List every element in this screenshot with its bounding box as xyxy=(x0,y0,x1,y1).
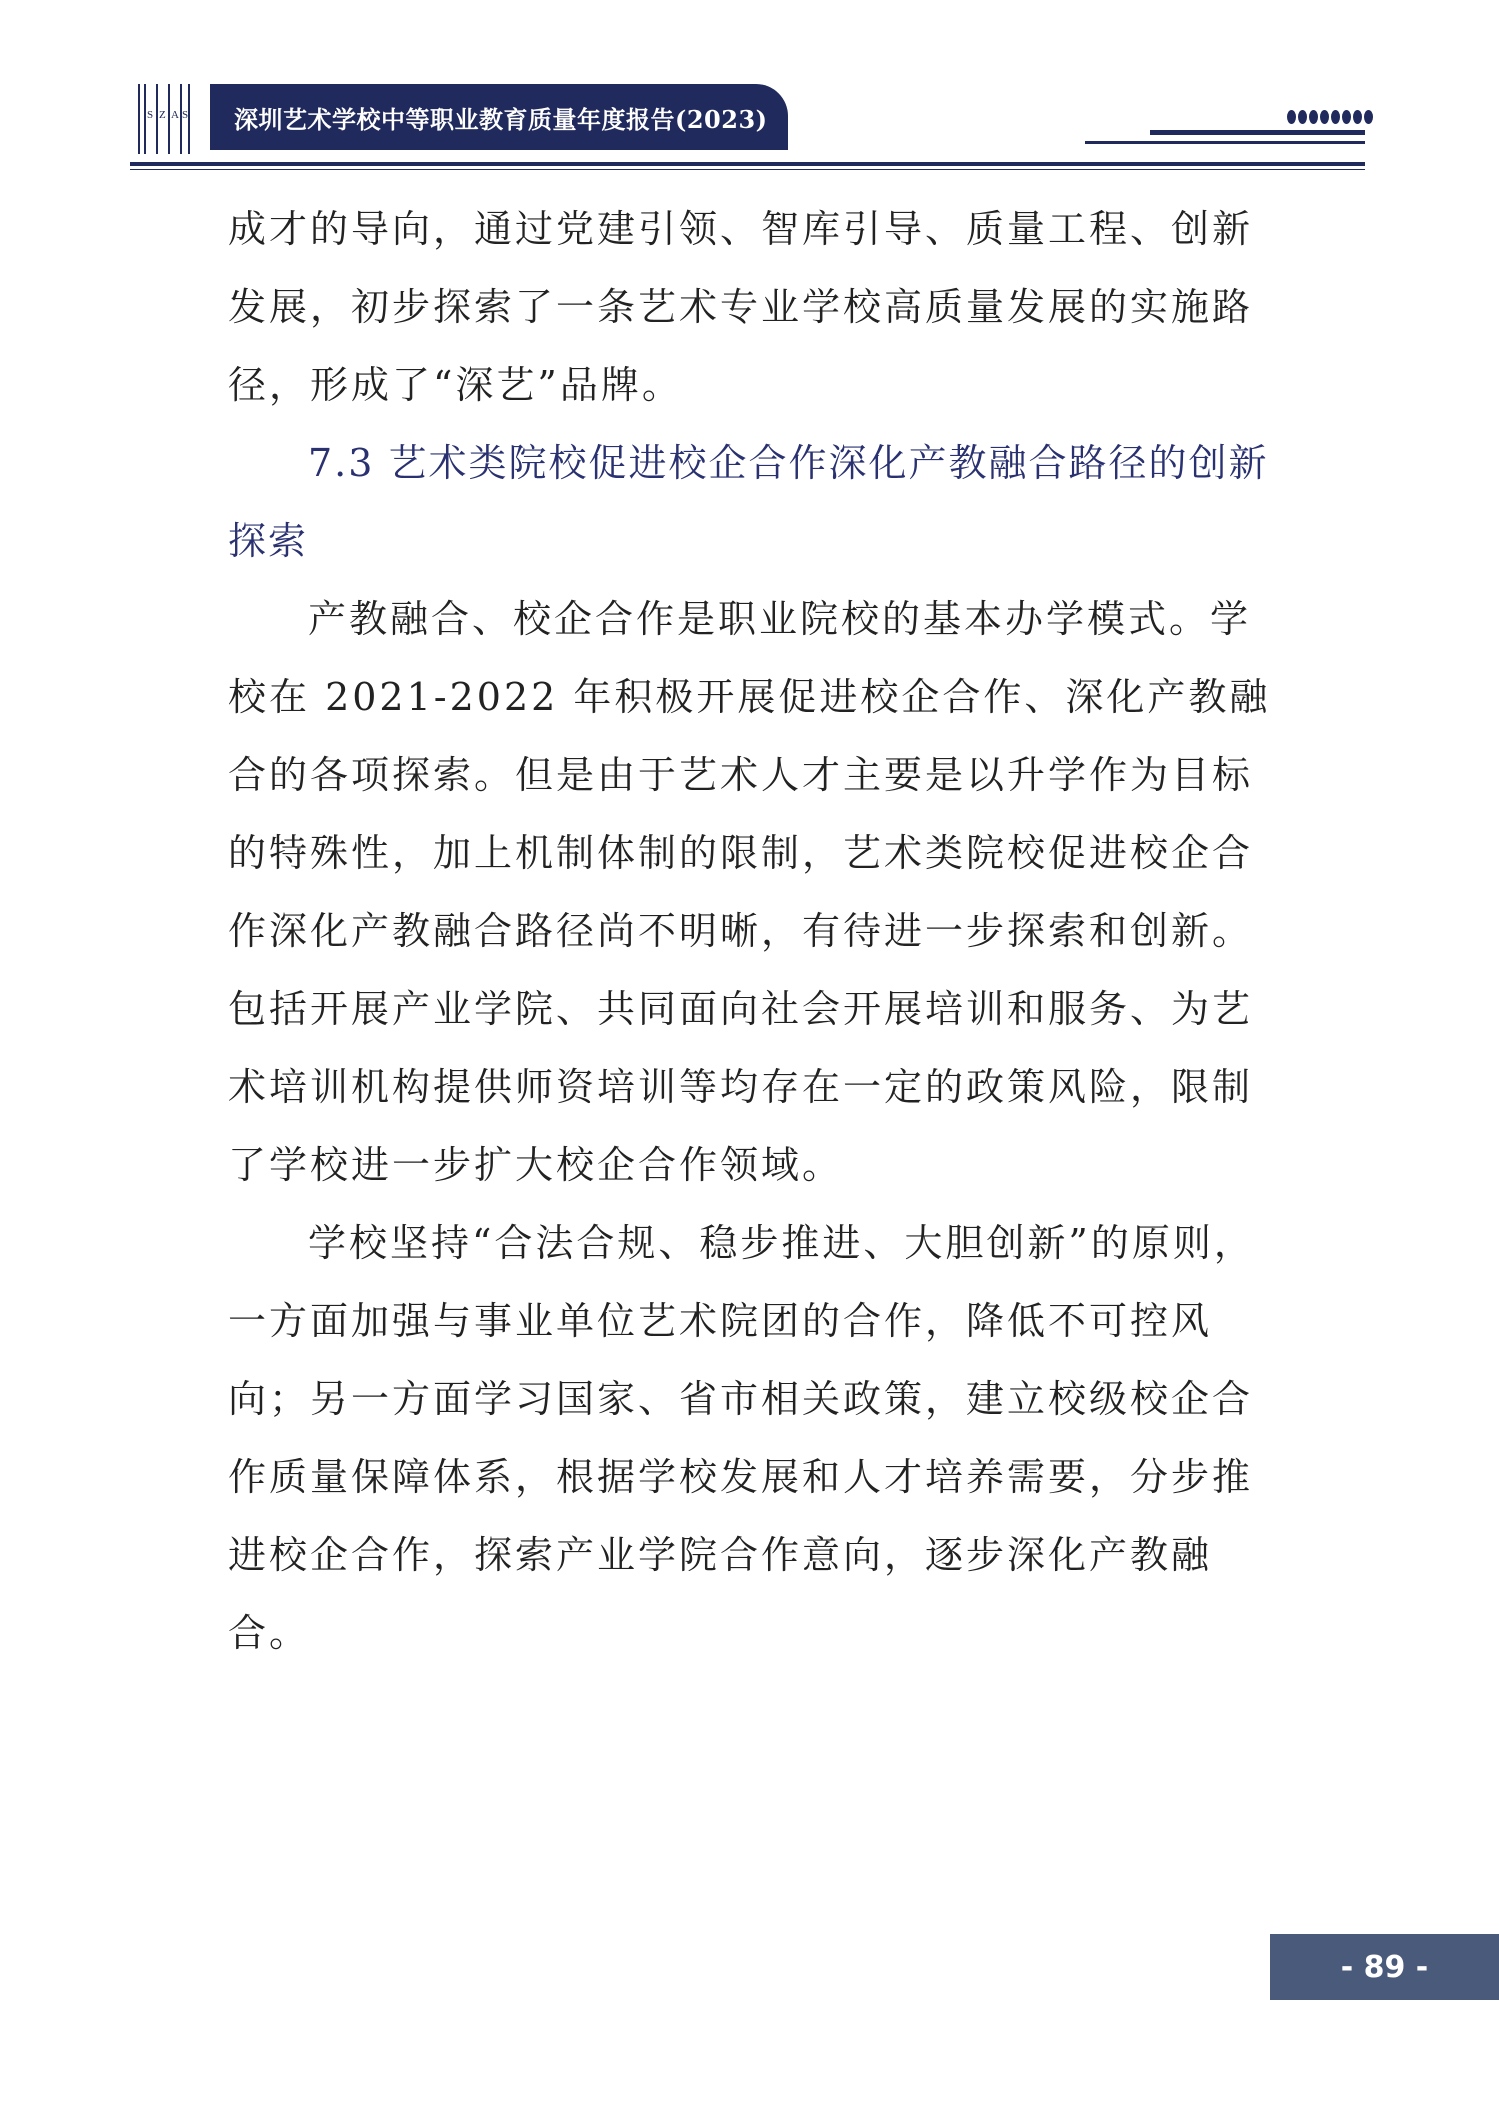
page-content xyxy=(228,190,1278,1672)
header-rule-thin xyxy=(130,169,1365,170)
header-rule-mid xyxy=(1085,141,1365,144)
school-logo-mark xyxy=(138,84,194,154)
logo-letter-4: S xyxy=(182,109,189,121)
paragraph-industry-education: 产教融合、校企合作是职业院校的基本办学模式。学校在 2021-2022 年积极开展促进校企合作、深化产教融合的各项探索。但是由于艺术人才主要是以升学作为目标的特殊性，加上机制体制的限制，艺术类院校促进校企合作深化产教融合路径尚不明晰，有待进一步探索和创新。包括开展产业学院、共同面向社会开展培训和服务、为艺术培训机构提供师资培训等均存在一定的政策风险，限制了学校进一步扩大校企合作领域。 xyxy=(228,597,1271,1187)
logo-letter-2: Z xyxy=(159,109,166,121)
report-title: 深圳艺术学校中等职业教育质量年度报告(2023) xyxy=(234,104,768,134)
school-logo xyxy=(138,84,194,154)
header-rule-short xyxy=(1150,130,1365,135)
decorative-dots xyxy=(1287,110,1373,124)
paragraph-continuation: 成才的导向，通过党建引领、智库引导、质量工程、创新发展，初步探索了一条艺术专业学校高质量发展的实施路径，形成了“深艺”品牌。 xyxy=(228,207,1254,407)
header-rule-long xyxy=(130,162,1365,166)
report-title-bar xyxy=(210,84,788,150)
paragraph-school-principle: 学校坚持“合法合规、稳步推进、大胆创新”的原则，一方面加强与事业单位艺术院团的合作，降低不可控风向；另一方面学习国家、省市相关政策，建立校级校企合作质量保障体系，根据学校发展和人才培养需要，分步推进校企合作，探索产业学院合作意向，逐步深化产教融合。 xyxy=(228,1221,1255,1655)
page-number-box xyxy=(1270,1934,1499,2000)
section-heading: 7.3 艺术类院校促进校企合作深化产教融合路径的创新探索 xyxy=(228,441,1269,563)
logo-letter-1: S xyxy=(147,109,154,121)
page-number: - 89 - xyxy=(1340,1949,1429,1985)
logo-letter-3: A xyxy=(171,109,179,121)
